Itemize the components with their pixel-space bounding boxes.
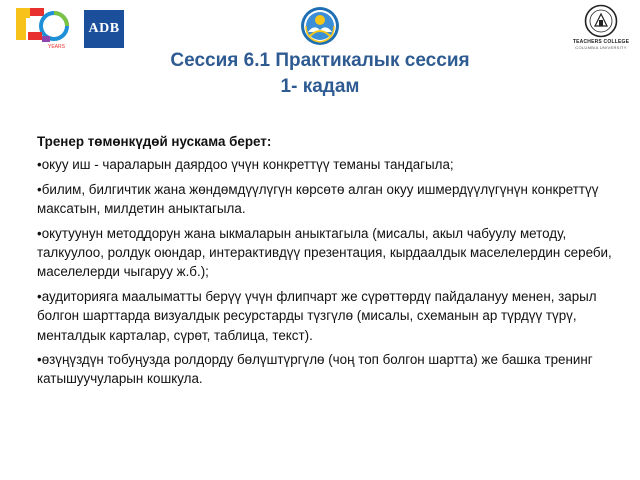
bullet-icon: •	[37, 352, 42, 368]
list-item-text: аудиторияга маалыматты берүү үчүн флипчарт же сүрөттөрдү пайдалануу менен, зарыл болгон шарттарда визуалдык ресурстарды түзгүлө (мисалы, схеманын ар түрдүү түрү, менталдык карталар, сүрөт, таблица, текст).	[37, 288, 597, 343]
logo-text: YEARS	[48, 44, 65, 50]
teachers-college-seal-icon	[584, 4, 618, 38]
state-emblem-icon	[300, 6, 340, 46]
list-item-text: өзүңүздүн тобуңузда ролдорду бөлүштүргүлө (чоң топ болгон шартта) же башка тренинг катышуучуларын кошкула.	[37, 352, 593, 387]
slide-title-line2: 1- кадам	[280, 76, 360, 97]
list-item	[37, 155, 612, 174]
list-item-text: окутуунун методдорун жана ыкмаларын аныктагыла (мисалы, акыл чабуулу методу, талкуулоо, ролдук оюндар, интерактивдүү презентация, кырдаалдык маселелердин сереби, маселелерди чыгаруу ж.б.);	[37, 225, 612, 280]
list-item	[37, 180, 612, 219]
adb-logo	[84, 10, 124, 48]
bullet-icon: •	[37, 181, 42, 197]
slide-title	[0, 48, 640, 100]
anniversary-logo	[14, 6, 76, 50]
list-item	[37, 224, 612, 282]
teachers-college-name: TEACHERS COLLEGE	[572, 39, 630, 45]
instruction-list	[37, 155, 612, 388]
list-item	[37, 350, 612, 389]
bullet-icon: •	[37, 288, 42, 304]
list-item-text: билим, билгичтик жана жөндөмдүүлүгүн көрсөтө алган окуу ишмердүүлүгүнүн конкреттүү максатын, милдетин аныктагыла.	[37, 181, 599, 217]
bullet-icon: •	[37, 225, 42, 241]
slide-body	[37, 132, 612, 394]
list-item	[37, 287, 612, 345]
adb-logo-text: ADB	[88, 21, 120, 36]
bullet-icon: •	[37, 157, 42, 173]
list-item-text: окуу иш - чараларын даярдоо үчүн конкреттүү теманы тандагыла;	[41, 157, 454, 173]
teachers-college-subtitle: COLUMBIA UNIVERSITY	[575, 45, 627, 50]
instruction-heading: Тренер төмөнкүдөй нускама берет:	[37, 134, 272, 149]
slide-title-line1: Сессия 6.1 Практикалык сессия	[170, 50, 470, 71]
